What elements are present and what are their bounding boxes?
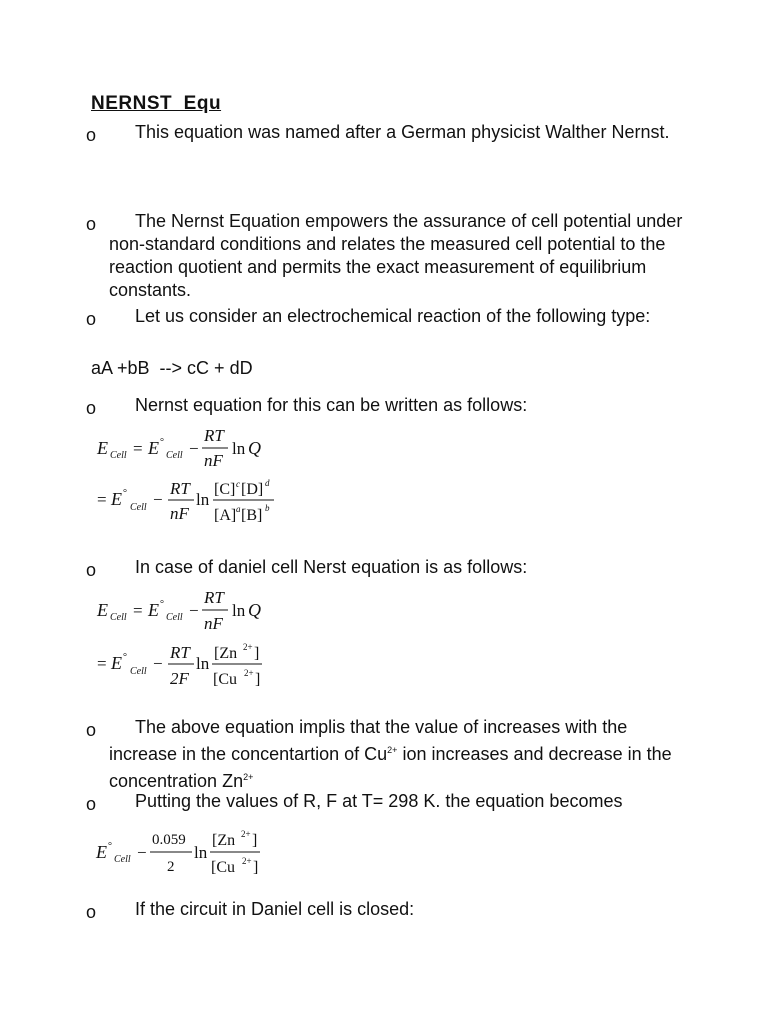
general-nernst-line-1: [96, 426, 261, 470]
conc-b: [B]: [241, 507, 263, 524]
paragraph-nernst-description: The Nernst Equation empowers the assurance of cell potential under non-standard conditions and relates the measured cell potential to the reaction quotient and permits the exact measurement of equilibrium constants.: [109, 211, 683, 300]
zn-bracket: [Zn: [212, 832, 236, 849]
zn-charge-superscript: 2+: [243, 772, 254, 782]
cell-subscript: Cell: [166, 450, 183, 461]
exponent-d: d: [265, 478, 270, 488]
conc-d: [D]: [241, 481, 264, 498]
ln-operator: ln: [194, 843, 208, 862]
equals-sign: =: [133, 601, 143, 620]
equals-sign: =: [97, 654, 107, 673]
bullet-marker: o: [86, 794, 97, 814]
cell-subscript: Cell: [110, 450, 127, 461]
implication-text-1: The above equation implis that the value of increases with the increase in the concentartion of Cu: [109, 717, 628, 764]
e-standard-symbol: E: [148, 438, 159, 458]
nf-denominator: nF: [204, 614, 223, 633]
degree-mark: °: [123, 652, 127, 663]
bullet-marker: o: [86, 720, 97, 740]
e-standard-symbol: E: [96, 842, 107, 862]
minus-sign: −: [153, 654, 163, 673]
e-standard-symbol: E: [111, 489, 122, 509]
paragraph-daniel-cell: In case of daniel cell Nerst equation is as follows:: [135, 557, 528, 577]
e-symbol: E: [97, 438, 108, 458]
bullet-marker: o: [86, 309, 97, 329]
cu-charge-superscript: 2+: [387, 745, 398, 755]
paragraph-named-after: This equation was named after a German physicist Walther Nernst.: [135, 122, 670, 142]
bracket-close: ]: [254, 645, 260, 662]
bullet-marker: o: [86, 214, 97, 234]
cu-bracket: [Cu: [211, 859, 235, 876]
equals-sign: =: [97, 490, 107, 509]
conc-c: [C]: [214, 481, 236, 498]
ln-operator: ln: [196, 654, 210, 673]
rt-numerator: RT: [204, 426, 224, 445]
daniel-nernst-line-2: [97, 642, 262, 688]
degree-mark: °: [108, 841, 112, 852]
q-symbol: Q: [248, 600, 261, 620]
rt-numerator: RT: [204, 588, 224, 607]
rt-numerator: RT: [170, 479, 190, 498]
zn-charge: 2+: [243, 642, 253, 652]
rt-numerator: RT: [170, 643, 190, 662]
cu-charge: 2+: [242, 856, 252, 866]
general-nernst-line-2: [97, 478, 274, 524]
zn-bracket: [Zn: [214, 645, 238, 662]
degree-mark: °: [160, 437, 164, 448]
e-symbol: E: [97, 600, 108, 620]
cu-charge: 2+: [244, 668, 254, 678]
daniel-nernst-line-1: [96, 588, 261, 633]
ln-operator: ln: [232, 439, 246, 458]
cell-subscript: Cell: [114, 854, 131, 865]
ln-operator: ln: [196, 490, 210, 509]
bracket-close: ]: [255, 671, 261, 688]
ln-operator: ln: [232, 601, 246, 620]
bullet-marker: o: [86, 125, 97, 145]
twof-denominator: 2F: [170, 669, 189, 688]
minus-sign: −: [137, 843, 147, 862]
degree-mark: °: [123, 488, 127, 499]
paragraph-consider-reaction: Let us consider an electrochemical reaction of the following type:: [135, 306, 651, 326]
minus-sign: −: [189, 601, 199, 620]
coefficient-denominator: 2: [167, 859, 175, 875]
document-title: NERNST Equ: [91, 93, 222, 114]
cell-subscript: Cell: [130, 666, 147, 677]
implication-text-2: ion increases and decrease in the concentration Zn: [109, 744, 672, 791]
equals-sign: =: [133, 439, 143, 458]
reaction-equation: aA +bB --> cC + dD: [91, 358, 253, 378]
simplified-equation: [95, 829, 260, 876]
bracket-close: ]: [252, 832, 258, 849]
exponent-a: a: [236, 504, 241, 514]
bracket-close: ]: [253, 859, 259, 876]
minus-sign: −: [189, 439, 199, 458]
e-standard-symbol: E: [148, 600, 159, 620]
bullet-marker: o: [86, 560, 97, 580]
paragraph-putting-values: Putting the values of R, F at T= 298 K. the equation becomes: [135, 791, 623, 811]
cell-subscript: Cell: [166, 612, 183, 623]
bullet-marker: o: [86, 902, 97, 922]
conc-a: [A]: [214, 507, 237, 524]
paragraph-circuit-closed: If the circuit in Daniel cell is closed:: [135, 899, 415, 919]
nf-denominator: nF: [170, 504, 189, 523]
degree-mark: °: [160, 599, 164, 610]
cu-bracket: [Cu: [213, 671, 237, 688]
q-symbol: Q: [248, 438, 261, 458]
coefficient-numerator: 0.059: [152, 832, 186, 848]
exponent-c: c: [236, 479, 240, 489]
exponent-b: b: [265, 503, 270, 513]
cell-subscript: Cell: [130, 502, 147, 513]
cell-subscript: Cell: [110, 612, 127, 623]
bullet-marker: o: [86, 398, 97, 418]
zn-charge: 2+: [241, 829, 251, 839]
paragraph-nernst-written: Nernst equation for this can be written as follows:: [135, 395, 528, 415]
e-standard-symbol: E: [111, 653, 122, 673]
nf-denominator: nF: [204, 451, 223, 470]
minus-sign: −: [153, 490, 163, 509]
